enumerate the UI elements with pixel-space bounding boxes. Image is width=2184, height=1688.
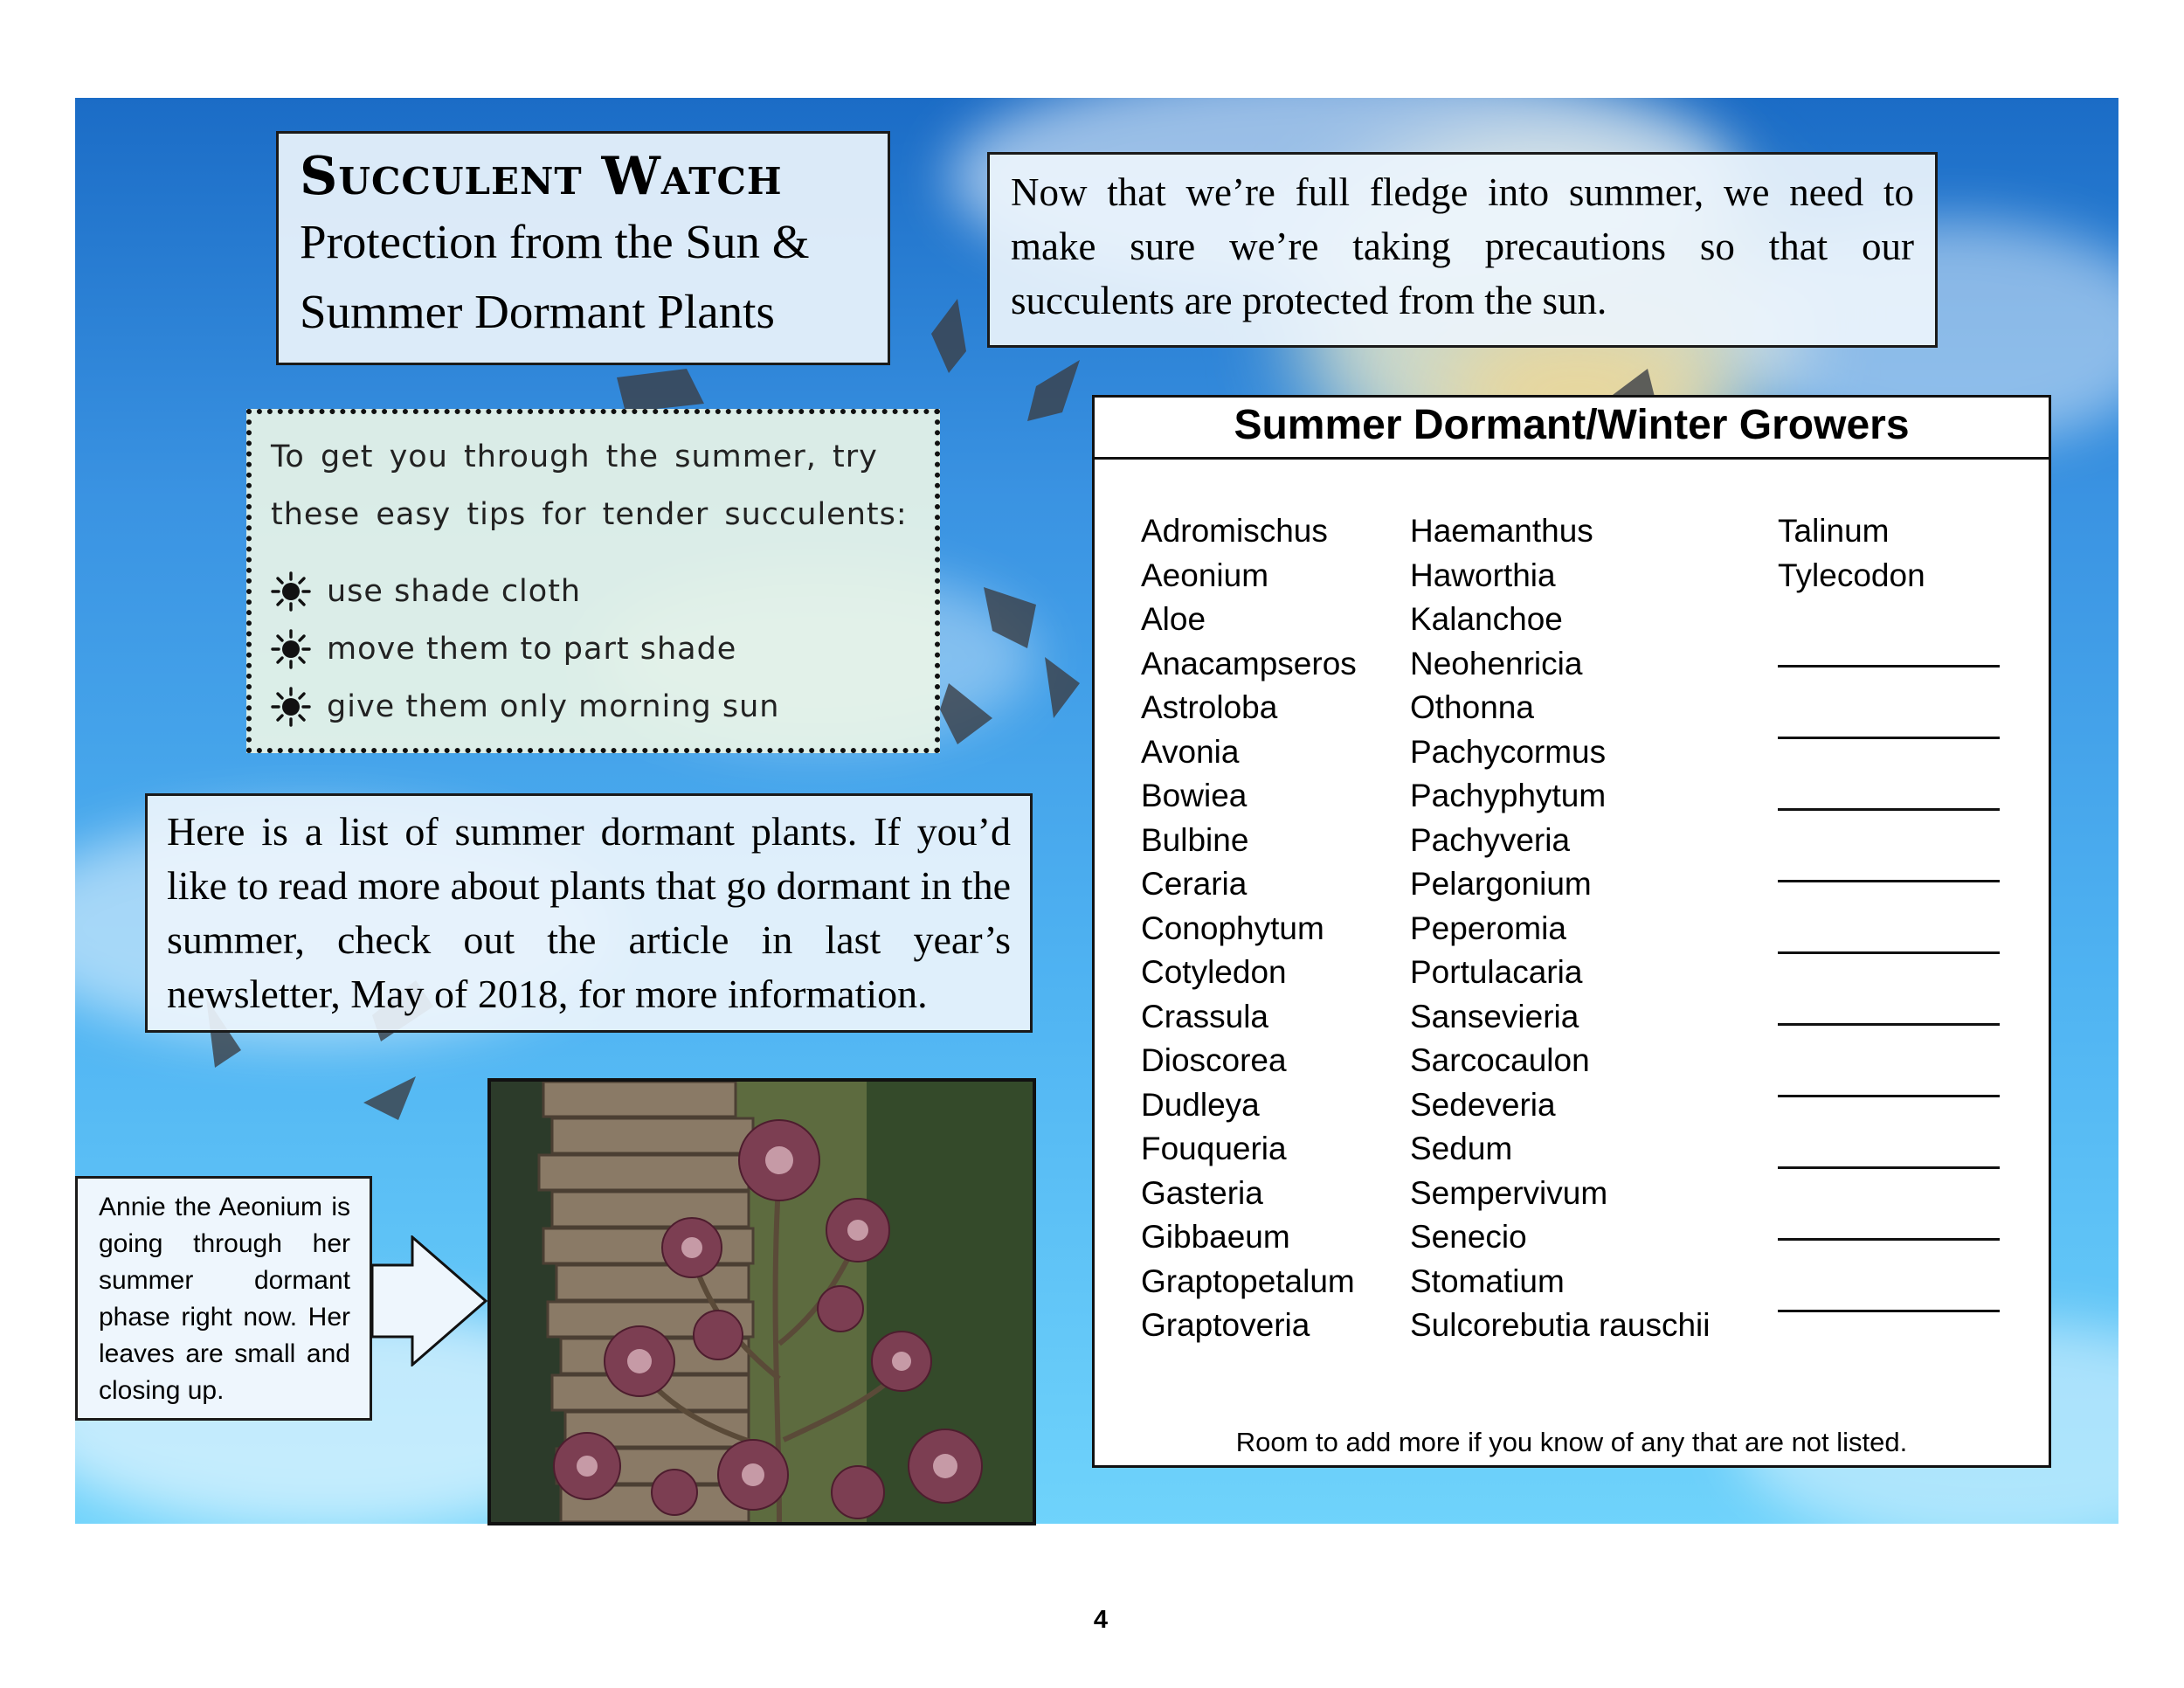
sun-icon bbox=[271, 571, 311, 612]
blank-entry-line bbox=[1778, 665, 2000, 668]
plant-name: Othonna bbox=[1410, 689, 1534, 725]
blank-entry-line bbox=[1778, 1238, 2000, 1241]
plant-name: Gasteria bbox=[1141, 1174, 1263, 1211]
plant-name: Aloe bbox=[1141, 601, 1206, 637]
plant-name: Conophytum bbox=[1141, 910, 1324, 946]
plant-name: Sulcorebutia rauschii bbox=[1410, 1307, 1711, 1343]
plant-name: Pachyphytum bbox=[1410, 778, 1607, 813]
page-number: 4 bbox=[1093, 1606, 1109, 1634]
plant-name: Sarcocaulon bbox=[1410, 1042, 1590, 1078]
intro-paragraph: Now that we’re full fledge into summer, we need to make sure we’re taking precautions so that our succulents are protected from the sun. bbox=[987, 152, 1938, 348]
plant-name: Haworthia bbox=[1410, 557, 1556, 593]
growers-list-panel bbox=[1092, 395, 2051, 1468]
plant-name: Pachycormus bbox=[1410, 733, 1607, 770]
plant-name: Gibbaeum bbox=[1141, 1219, 1290, 1255]
blank-entry-line bbox=[1778, 951, 2000, 954]
plant-name: Tylecodon bbox=[1778, 557, 1925, 593]
tip-item bbox=[271, 620, 916, 678]
plant-name: Stomatium bbox=[1410, 1263, 1565, 1299]
plant-name: Haemanthus bbox=[1410, 513, 1593, 549]
tip-text: use shade cloth bbox=[327, 574, 582, 609]
plant-name: Dioscorea bbox=[1141, 1042, 1287, 1078]
plant-name: Bulbine bbox=[1141, 821, 1249, 858]
plant-name: Pelargonium bbox=[1410, 866, 1592, 902]
plant-name: Anacampseros bbox=[1141, 645, 1357, 681]
plant-name: Sempervivum bbox=[1410, 1174, 1608, 1211]
blank-entry-line bbox=[1778, 880, 2000, 882]
plant-name: Avonia bbox=[1141, 733, 1240, 770]
growers-footnote: Room to add more if you know of any that are not listed. bbox=[1235, 1427, 1908, 1457]
sun-icon bbox=[271, 687, 311, 727]
plant-name: Crassula bbox=[1141, 998, 1268, 1034]
plant-name: Cotyledon bbox=[1141, 954, 1287, 990]
tip-text: move them to part shade bbox=[327, 632, 737, 667]
tips-box bbox=[246, 409, 940, 753]
tips-list bbox=[271, 563, 916, 736]
plant-name: Senecio bbox=[1410, 1219, 1527, 1255]
plant-name: Neohenricia bbox=[1410, 645, 1583, 681]
plant-name: Sedeveria bbox=[1410, 1086, 1556, 1123]
plant-name: Portulacaria bbox=[1410, 954, 1583, 990]
plant-name: Graptoveria bbox=[1141, 1307, 1310, 1343]
sun-icon bbox=[271, 629, 311, 669]
blank-entry-line bbox=[1778, 1166, 2000, 1169]
plant-name: Talinum bbox=[1778, 513, 1890, 549]
blank-entry-line bbox=[1778, 808, 2000, 811]
tip-item bbox=[271, 678, 916, 736]
arrow-right-icon bbox=[370, 1235, 489, 1366]
subtitle-line-2: Summer Dormant Plants bbox=[300, 285, 775, 338]
title-box bbox=[276, 131, 890, 365]
plant-name: Adromischus bbox=[1141, 513, 1328, 549]
tip-item bbox=[271, 563, 916, 620]
plant-name: Sansevieria bbox=[1410, 998, 1579, 1034]
aeonium-photo bbox=[487, 1078, 1036, 1525]
tip-text: give them only morning sun bbox=[327, 689, 780, 724]
subtitle-line-1: Protection from the Sun & bbox=[300, 215, 810, 268]
plant-name: Fouqueria bbox=[1141, 1131, 1287, 1166]
blank-entry-line bbox=[1778, 1310, 2000, 1312]
blank-entry-line bbox=[1778, 1023, 2000, 1026]
blank-entry-line bbox=[1778, 1095, 2000, 1097]
plant-name: Pachyveria bbox=[1410, 821, 1571, 858]
tips-intro: To get you through the summer, try these easy tips for tender succulents: bbox=[271, 439, 908, 532]
growers-heading: Summer Dormant/Winter Growers bbox=[1095, 398, 2049, 460]
plant-name: Astroloba bbox=[1141, 689, 1278, 725]
plants-column-3 bbox=[1778, 509, 1925, 598]
plants-column-1 bbox=[1141, 509, 1357, 1348]
photo-caption: Annie the Aeonium is going through her summer dormant phase right now. Her leaves are small and closing up. bbox=[75, 1176, 372, 1421]
plant-name: Ceraria bbox=[1141, 866, 1248, 902]
blank-entry-line bbox=[1778, 737, 2000, 739]
plant-name: Dudleya bbox=[1141, 1086, 1260, 1123]
list-intro-paragraph: Here is a list of summer dormant plants. If you’d like to read more about plants that go dormant in the summer, check out the article in last year’s newsletter, May of 2018, for more information. bbox=[145, 793, 1033, 1033]
plant-name: Bowiea bbox=[1141, 778, 1248, 813]
plant-name: Sedum bbox=[1410, 1131, 1513, 1166]
plant-name: Kalanchoe bbox=[1410, 601, 1563, 637]
page-title: Succulent Watch bbox=[300, 146, 783, 207]
plants-column-2 bbox=[1410, 509, 1710, 1348]
plant-name: Peperomia bbox=[1410, 910, 1566, 946]
plant-name: Aeonium bbox=[1141, 557, 1269, 593]
plant-name: Graptopetalum bbox=[1141, 1263, 1355, 1299]
